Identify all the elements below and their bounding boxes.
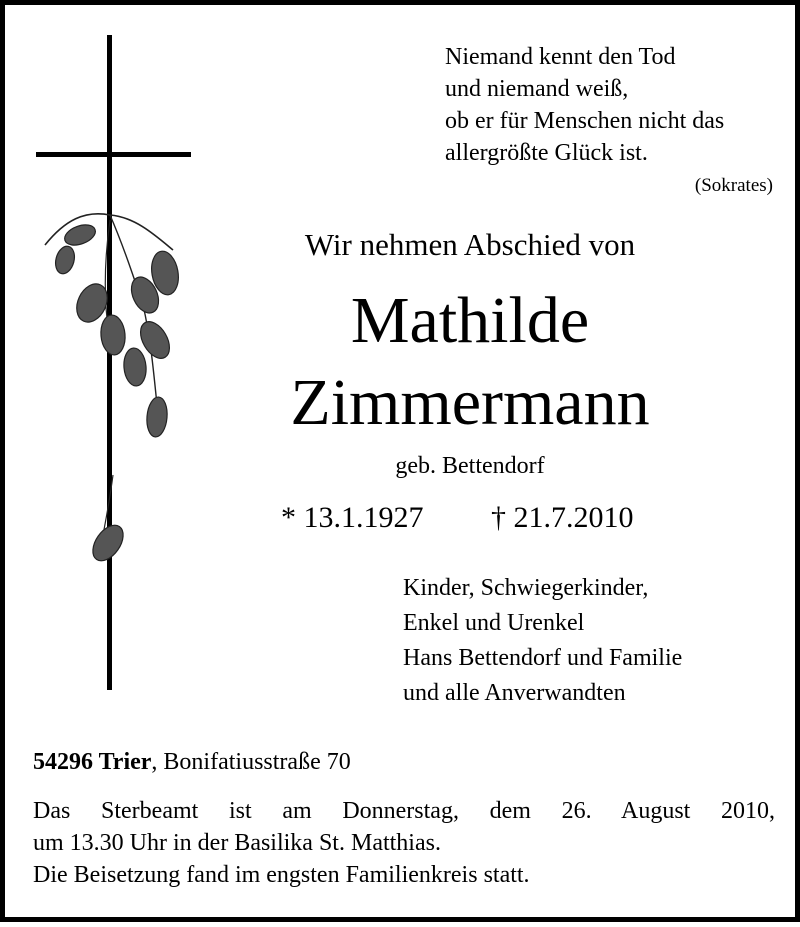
- quote-source: (Sokrates): [694, 175, 773, 196]
- intro-line: Wir nehmen Abschied von: [304, 227, 636, 262]
- service-line: Die Beisetzung fand im engsten Familienkreis statt.: [33, 862, 530, 888]
- deceased-last-name: Zimmermann: [290, 366, 650, 439]
- quote-line: ob er für Menschen nicht das: [445, 108, 725, 134]
- quote-block: [445, 41, 785, 169]
- address-city: 54296 Trier: [33, 749, 152, 775]
- mourner-line: und alle Anverwandten: [403, 680, 626, 706]
- quote-line: Niemand kennt den Tod: [445, 44, 676, 70]
- mourner-line: Kinder, Schwiegerkinder,: [403, 575, 649, 601]
- quote-line: und niemand weiß,: [445, 76, 629, 102]
- service-line: Das Sterbeamt ist am Donnerstag, dem 26. August 2010,: [33, 798, 775, 824]
- maiden-name: geb. Bettendorf: [395, 453, 545, 479]
- quote-line: allergrößte Glück ist.: [445, 140, 648, 166]
- service-info: [33, 795, 775, 891]
- death-date: † 21.7.2010: [491, 501, 634, 534]
- mourner-line: Hans Bettendorf und Familie: [403, 645, 683, 671]
- deceased-first-name: Mathilde: [350, 284, 590, 357]
- address-street: , Bonifatiusstraße 70: [151, 749, 351, 775]
- mourner-line: Enkel und Urenkel: [403, 610, 585, 636]
- mourners-list: [403, 571, 793, 711]
- birch-branch-icon: [45, 214, 182, 567]
- birth-date: * 13.1.1927: [281, 501, 424, 534]
- address: [33, 749, 773, 776]
- service-line: um 13.30 Uhr in der Basilika St. Matthias.: [33, 830, 441, 856]
